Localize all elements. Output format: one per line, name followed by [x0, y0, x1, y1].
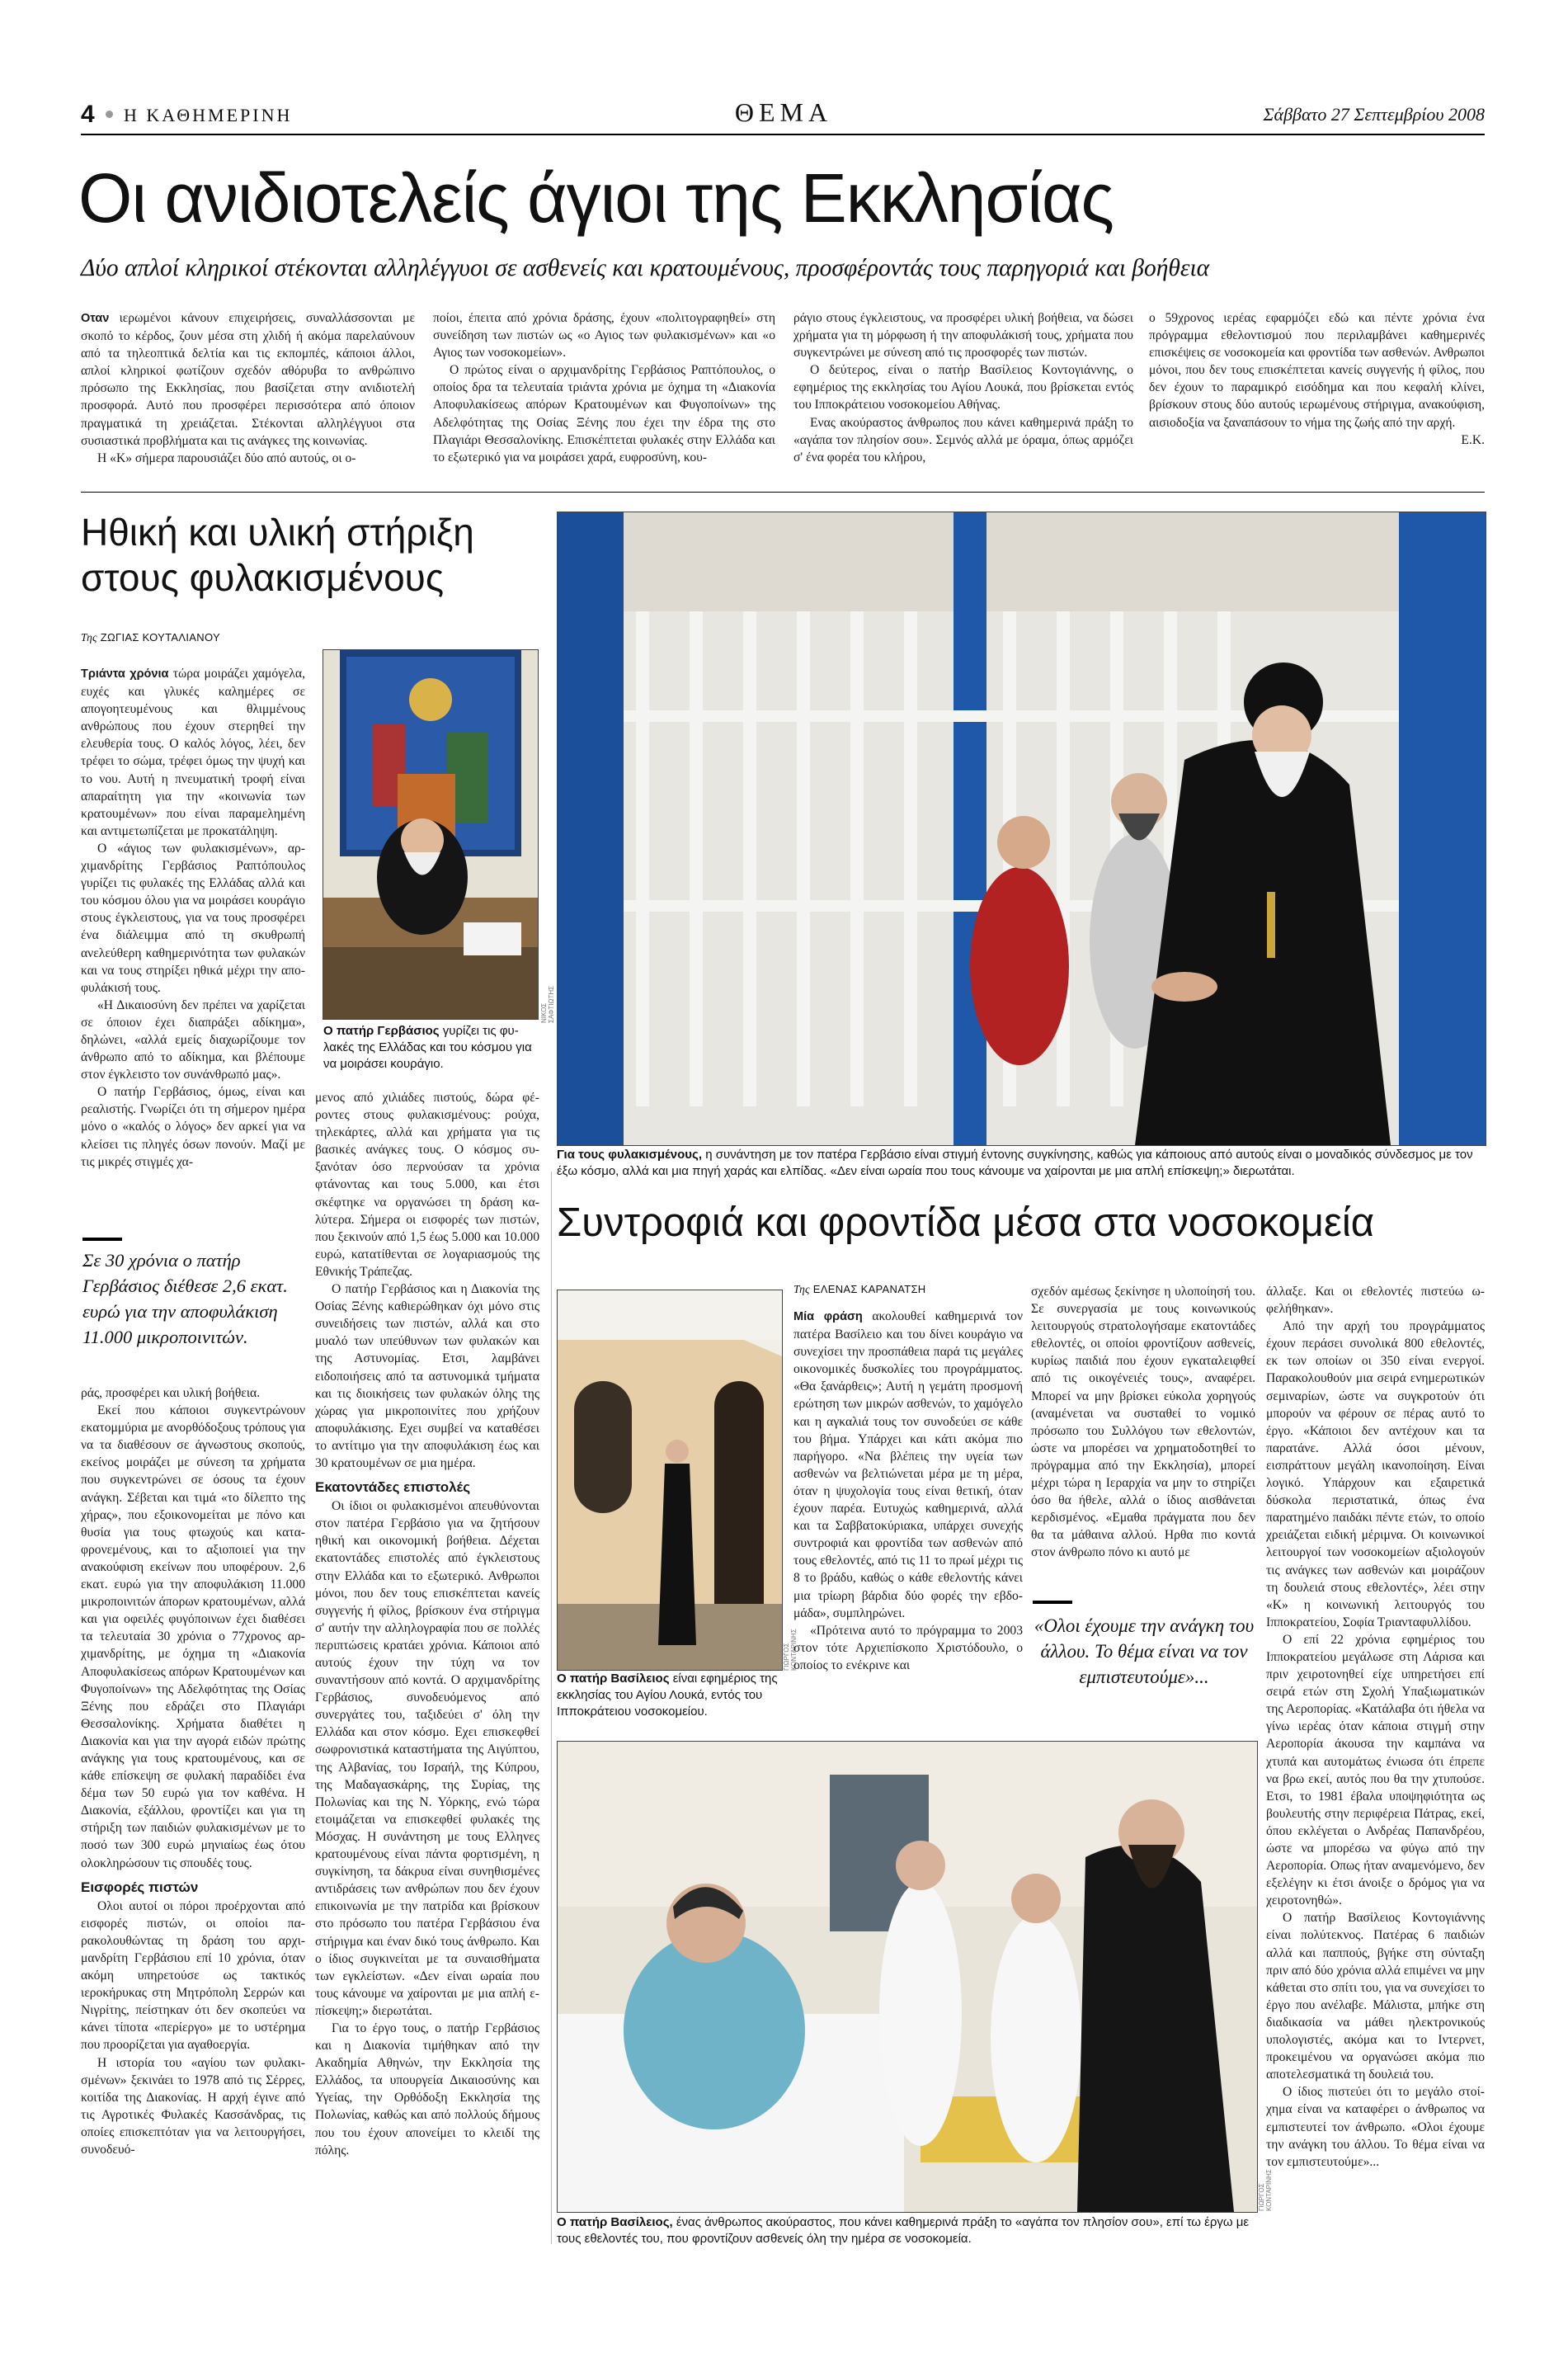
photo-credit: ΓΙΩΡΓΟΣ ΚΟΝΤΑΡΙΝΗΣ — [1258, 2169, 1273, 2211]
intro-lead: Οταν — [81, 312, 110, 325]
byline-prefix: Της — [793, 1283, 810, 1295]
photo-priest-with-patient-and-nurses — [558, 1742, 1257, 2212]
article-text: Από την αρχή του προγράμματος έχουν περάσει συνολικά 800 εθελοντές, εκ των οποίων οι 350 είναι ενεργοί. Παρακολουθούν μια σειρά ενημερωτικών σεμιναρίων, ώστε να συγκροτούν ότι μπορούν να φέρουν σε πέρας αυτό το έργο. «Κάποιοι δεν αντέχουν και τα παρατάνε. Αλλά όσοι μένουν, εισπράττουν μεγάλη ικανοποίηση. Είναι λογικό. Υπάρχουν και εξαιρετικά δύσκολα περιστατικά, όπως ένα παρατημένο παιδάκι πέντε ετών, το οποίο χρειάζεται ειδική μέριμνα. Οι κοινωνικοί λειτουργοί των νοσοκομείων αξιολογούν τις ανάγκες των ασθενών και μοιράζουν τη δουλειά στους εθελοντές», λέει στην «Κ» η κοινωνική λειτουργός του Ιπποκρατείου, Σοφία Τριανταφυλλίδου. — [1266, 1319, 1485, 1629]
caption-text: ένας άνθρωπος ακούραστος, που κάνει καθημερινά πράξη το «αγάπα τον πλησίον σου», επί τω έργω με τους εθελοντές του, που φροντίζουν ασθενείς όλη την ημέρα σε νοσοκομεία. — [557, 2215, 1250, 2246]
article-text: Για το έργο τους, ο πατήρ Γερβάσιος και η Διακονία τιμήθηκαν από την Ακαδημία Αθηνών, την Εκκλησία της Ελλάδος, τα υπουργεία Δικαιοσύνης και Υγείας, την Ορθόδοξη Εκκλησία της Πολωνίας, καθώς και από πολλούς δήμους που του έχουν απονείμει το κλειδί της πόλης. — [315, 2021, 539, 2157]
photo-ward-caption — [557, 2214, 1258, 2247]
article-text: τώρα μοιράζει χαμόγελα, ευχές και γλυκές καλημέρες σε απογοητευμένους και θλιμμένους ανθρώπους που έχουν στερηθεί την ελευθερία τους. Ο καλός λόγος, λέει, δεν τρέφει το σώμα, τρέφει όμως την ψυχή και το νου. Αυτή η πνευματική τροφή είναι απαραίτητη για την «κοινωνία των κρατουμένων» που είναι παραμελημένη και αντιμετωπίζεται με προκατάληψη. — [81, 667, 305, 838]
article1-lead: Τριάντα χρόνια — [81, 667, 169, 681]
intro-text: Ο πρώτος είναι ο αρχιμανδρίτης Γερβάσιος Ραπτόπουλος, ο οποίος δρα τα τελευταία τριάντα χρόνια με όχημα τη «Διακονία Αποφυλακίσεως απόρων Κρατουμένων και Φυγοποίνων» της Αδελφότητας της Οσίας Ξένης που έχει την έδρα της στο Πλαγιάρι Θεσσαλονίκης. Επισκέπτεται φυλακές στην Ελλάδα και το εξωτερικό για να μοιράσει χαρά, ευφροσύνη, κου- — [433, 363, 775, 464]
intro-text: ιερωμένοι κάνουν επιχειρήσεις, συναλλάσσονται με σκοπό το κέρδος, ζουν μέσα στη χλιδή ή ακόμα παρελαύνουν από τα τηλεοπτικά δελτία και τις εκπομπές, κάποιοι άλλοι, απλοί κληρικοί φωτίζουν σχεδόν αθόρυβα το ανθρώπινο πρόσωπο της Εκκλησίας, που βασίζεται στην ανιδιοτελή προσφορά. Αυτό που προσφέρει περισσότερα από όποιον πραγματικά τη χρειάζεται. Στέκονται αλληλέγγυοι στα συσιαστικά προβλήματα και τις ανάγκες της κοινωνίας. — [81, 311, 415, 448]
byline-name: ΕΛΕΝΑΣ ΚΑΡΑΝΑΤΣΗ — [812, 1283, 926, 1295]
caption-bold: Ο πατήρ Γερβάσιος — [323, 1024, 440, 1038]
article2-lead: Μία φράση — [793, 1310, 863, 1323]
intro-column-1 — [81, 309, 415, 479]
intro-column-3 — [793, 309, 1133, 479]
caption-text: η συνάντηση με τον πατέρα Γερβάσιο είναι στιγμή έντονης συγκίνησης, καθώς για κάποιους από αυτούς είναι ο μοναδικός σύνδεσμος με τον έξω κόσμο, αλλά και μια πηγή χαράς και ελπίδας. «Δεν είναι ωραία που τους κάνουμε να χαίρονται με μια απλή επίσκεψη;» διερωτάται. — [557, 1148, 1473, 1178]
article2-pullquote: «Ολοι έχουμε την ανάγκη του άλλου. Το θέμα είναι να τον εμπιστευτούμε»... — [1034, 1615, 1255, 1687]
photo-credit: ΝΙΚΟΣ ΣΑΦΤΙΩΤΗΣ — [540, 985, 555, 1023]
photo-small-caption — [323, 1023, 539, 1073]
article1-byline — [81, 631, 328, 644]
page-header — [81, 97, 1485, 135]
byline-prefix: Της — [81, 631, 97, 644]
article-text: ακολουθεί καθημερινά τον πατέρα Βασίλειο και του δίνει κουράγιο να συνεχίσει την προσπάθεια παρά τις μεγάλες οικονομικές δυσκολίες του προγράμματος. «Θα ξανάρθεις»; Αυτή η γεμάτη προσμονή ερώτηση των μικρών ασθενών, το χαμόγελο και η αγκαλιά τους τον συνοδεύει σε κάθε του βήμα. Υπάρχει και κάτι ακόμα πιο παρήγορο. «Να βλέπεις την υγεία των ασθενών να βελτιώνεται μέρα με τη μέρα, όταν η ψυχολογία τους είναι θετική, όταν έχουν παρέα. Ευτυχώς καθημερινά, αλλά και τα Σαββατοκύριακα, υπάρχει συνεχής συντροφιά και φροντίδα των ασθενών από τους εθελοντές, από τις 11 το πρωί μέχρι τις 8 το βράδυ, καθώς ο κάθε εθελοντής κάνει μια τρίωρη βάρδια δύο φορές την εβδομάδα», συμπληρώνει. — [793, 1309, 1023, 1620]
column-separator — [551, 1172, 552, 2244]
article-text: Ολοι αυτοί οι πόροι προέρχονται από εισφορές πιστών, οι οποίοι παρακολουθώντας τη δράση του αρχιμανδρίτη Γερβάσιου επί 10 χρόνια, όταν ακόμη υπηρετούσε ως τακτικός ιεροκήρυκας στη Μητρόπολη Σερρών και Νιγρίτης, πείστηκαν ότι δεν σκοπεύει να κάνει τίποτα «περίεργο» με το υστέρημα που προορίζεται για αγαθοεργία. — [81, 1898, 305, 2053]
headline-line: Ηθική και υλική στήριξη — [81, 511, 474, 554]
article2-column-2 — [1031, 1283, 1255, 1572]
article-text: Ο πατήρ Γερβάσιος και η Διακονία της Οσίας Ξένης καθιερώθηκαν όχι μόνο στις συνειδήσεις των πιστών, αλλά και στο μυαλό των υπεύθυνων των φυλακών και της Αστυνομίας. Ετσι, λαμβάνει ειδοποιήσεις από τα αστυνομικά τμήματα και τις διοικήσεις των φυλακών όλης της χώρας για μικροποινίτες που χρήζουν αποφυλάκισης. Εχει συμβεί να καταθέσει το αντίτιμο για την αποφυλάκιση έως και 30 κρατουμένων σε μια ημέρα. — [315, 1282, 539, 1470]
intro-text: ποίοι, έπειτα από χρόνια δράσης, έχουν «πολιτογραφηθεί» στη συνείδηση των πιστών ως «ο Αγιος των φυλακισμένων» και «ο Αγιος των νοσοκομείων». — [433, 311, 775, 361]
issue-date: Σάββατο 27 Σεπτεμβρίου 2008 — [1263, 104, 1485, 125]
article1-column-2 — [315, 1089, 539, 2247]
intro-text: Η «Κ» σήμερα παρουσιάζει δύο από αυτούς, οι ο- — [97, 450, 356, 465]
article-text: Ο πατήρ Βασίλειος Κοντογιάννης είναι πολύτεκνος. Πατέρας 6 παιδιών αλλά και παππούς, βγήκε στη σύνταξη πριν από δύο χρόνια αλλά επιμένει να μην κάθεται στο σπίτι του, για να συνεχίσει το έργο που ανέλαβε. Μάλιστα, μπήκε στη διαδικασία να μάθει ηλεκτρονικούς υπολογιστές, ακόμα και το Ιντερνετ, προκειμένου να οργανώσει ακόμα πιο αποτελεσματικά τη δουλειά του. — [1266, 1911, 1485, 2082]
article-text: Οι ίδιοι οι φυλακισμένοι απευθύνονται στον πατέρα Γερβάσιο για να ζητήσουν ηθική και οικονομική βοήθεια. Δέχεται εκατοντάδες επιστολές από έγκλειστους στην Ελλάδα και το εξωτερικό. Ανθρωποι μόνοι, που δεν τους επισκέπτεται κανείς συγγενής ή φίλος, βρίσκουν ένα στήριγμα σ' αυτήν την αλληλογραφία που σε πολλές περιπτώσεις κρατάει χρόνια. Κάποιοι από αυτούς έχουν την τύχη να τον συναντήσουν από κοντά. Ο αρχιμανδρίτης Γερβάσιος, συνοδευόμενος από συνεργάτες του, ταξιδεύει σ' όλη την Ελλάδα και στον κόσμο. Εχει επισκεφθεί σωφρονιστικά καταστήματα της Αιγύπτου, της Αλβανίας, του Ισραήλ, της Κύπρου, της Μαδαγασκάρης, της Συρίας, της Πολωνίας και της Ν. Υόρκης, ενώ τώρα ετοιμάζεται να επισκεφθεί φυλακές της Μόσχας. Η συνάντηση με τους Ελληνες κρατουμένους είναι πάντα φορτισμένη, η συγκίνηση, τα δάκρυα είναι συνηθισμένες αντιδράσεις των ανθρώπων που δεν έχουν επικοινωνία με την πατρίδα και βρίσκουν στο πρόσωπο του πατέρα Γερβάσιου ένα στήριγμα και έναν δικό τους άνθρωπο. Και ο ίδιος συγκινείται με τα συναισθήματα των εγκλείστων. «Δεν είναι ωραία που τους κάνουμε να χαίρονται με μια απλή επίσκεψη;» διερωτάται. — [315, 1499, 539, 2018]
bullet-icon — [106, 111, 113, 118]
photo-church-caption — [557, 1671, 788, 1720]
photo-credit: ΓΙΩΡΓΟΣ ΚΟΝΤΑΡΙΝΗΣ — [783, 1629, 798, 1671]
article1-subhead: Εισφορές πιστών — [81, 1879, 199, 1895]
article1-pullquote-rule — [82, 1238, 122, 1241]
photo-church — [557, 1290, 783, 1671]
byline-name: ΖΩΓΙΑΣ ΚΟΥΤΑΛΙΑΝΟΥ — [100, 631, 220, 644]
article1-column-1b — [81, 1384, 305, 2247]
intro-rule — [81, 492, 1485, 493]
article-text: άλλαξε. Και οι εθελοντές πιστεύω ωφελήθηκαν». — [1266, 1285, 1485, 1317]
article1-column-1-text — [81, 665, 305, 1317]
intro-text: ο 59χρονος ιερέας εφαρμόζει εδώ και πέντε χρόνια ένα πρόγραμμα εθελοντισμού που περιλαμβάνει καθημερινές επισκέψεις σε νοσοκομεία και φροντίδα των ασθενών. Ανθρωποι μόνοι, που δεν τους επισκέπτεται κανείς συγγενής ή φίλος, που δεν έχουν το παραμικρό εισόδημα και που κεφαλή κλίνει, βρίσκουν στους δύο αυτούς ιερωμένους στήριγμα, ανακούφιση, αισιοδοξία να ξαναπάσουν το νήμα της ζωής από την αρχή. — [1149, 311, 1485, 430]
caption-bold: Για τους φυλακισμένους, — [557, 1148, 703, 1162]
caption-bold: Ο πατήρ Βασίλειος — [557, 1672, 670, 1686]
intro-text: Ενας ακούραστος άνθρωπος που κάνει καθημερινά πράξη το «αγάπα τον πλησίον σου». Σεμνός αλλά με όραμα, όπως αρμόζει σ' ένα φορέα του κλήρου, — [793, 415, 1133, 464]
section-title: ΘΕΜΑ — [734, 97, 833, 127]
intro-column-4 — [1149, 309, 1485, 479]
caption-text: γυρίζει τις φυλακές της Ελλάδας και του κόσμου για να μοιράσει κουράγιο. — [323, 1024, 532, 1071]
article-text: Ο πατήρ Γερβάσιος, όμως, είναι και ρεαλιστής. Γνωρίζει ότι τη σήμερον ημέρα μόνο ο «καλός ο λόγος» δεν αρκεί για να κλείσει τις πληγές όσων πονούν. Μαζί με τις μικρές στιγμές χα- — [81, 1085, 305, 1169]
article-text: Η ιστορία του «αγίου των φυλακισμένων» ξεκινάει το 1978 από τις Σέρρες, κοιτίδα της Διακονίας. Η αρχή έγινε από τις Αγροτικές Φυλακές Κασσάνδρας, τις οποίες επισκεπτόταν για να λειτουργήσει, συνοδευό- — [81, 2055, 305, 2157]
photo-gervasios-office — [323, 649, 539, 1020]
main-headline: Οι ανιδιοτελείς άγιοι της Εκκλησίας — [78, 159, 1114, 237]
intro-text: ράγιο στους έγκλειστους, να προσφέρει υλική βοήθεια, να δώσει χρήματα για τη μόρφωση ή την αποφυλάκισή τους, χρήματα που συγκεντρώνει με σύνεση από τις προσφορές των πιστών. — [793, 311, 1133, 361]
photo-prison-visit — [557, 512, 1486, 1146]
article-text: Ο επί 22 χρόνια εφημέριος του Ιπποκρατείου μεγάλωσε στη Λάρισα και πριν χειροτονηθεί είχε υπηρετήσει επί σειρά ετών στη Σχολή Υπαξιωματικών της Αεροπορίας. «Κατάλαβα ότι ήθελα να γίνω ιερέας όταν κάποια στιγμή στην Αεροπορία άκουσα την καμπάνα να χτυπά και αυτομάτως ένιωσα ότι έπρεπε να βρω εκεί, αυτός που θα την χτυπούσε. Ετσι, το 1981 έβαλα υποψηφιότητα ως βουλευτής στην περιφέρεια Πάτρας, εκεί, όπου εκλέγεται ο Ανδρέας Παπανδρέου, ώστε να μπορέσω να φύγω από την Αεροπορία. Οπως ήταν αναμενόμενο, δεν εξελέγην κι έτσι άνοιξε ο δρόμος για να χειροτονηθώ». — [1266, 1632, 1485, 1908]
article1-subhead: Εκατοντάδες επιστολές — [315, 1479, 471, 1496]
header-rule — [81, 134, 1485, 135]
article-text: σχεδόν αμέσως ξεκίνησε η υλοποίησή του. Σε συνεργασία με τους κοινωνικούς λειτουργούς στρατολογήσαμε εκατοντάδες εθελοντές, οι οποίοι φροντίζουν ασθενείς, κυρίως παιδιά που έχουν εγκαταλειφθεί από τις οικογένειές τους», αναφέρει. Μπορεί να μην βρίσκει εύκολα χορηγούς (αναμένεται να συσταθεί το νομικό πρόσωπο του Συλλόγου των εθελοντών, ώστε να μπορέσει να χρηματοδοτηθεί το πρόγραμμα από την Εκκλησία), μπορεί μέχρι τώρα η Ιεραρχία να μην το στηρίζει όσο θα ήθελε, αλλά ο ίδιος αισθάνεται κερδισμένος. «Εμαθα πράγματα που δεν θα τα μάθαινα αλλού. Ηρθα πιο κοντά στον άνθρωπο πόνο κι αυτό με — [1031, 1285, 1255, 1560]
headline-line: στους φυλακισμένους — [81, 556, 445, 599]
article2-byline — [793, 1283, 1041, 1296]
article2-pullquote-rule — [1033, 1601, 1072, 1604]
article-text: Ο «άγιος των φυλακισμένων», αρχιμανδρίτης Γερβάσιος Ραπτόπουλος γυρίζει τις φυλακές της Ελλάδας αλλά και του κόσμου όλου για να μοιράσει κουράγιο στους έγκλειστους, για να τους προσφέρει ένα διάλειμμα από τη σκυθρωπή ανελεύθερη καθημερινότητα των φυλακών και να τους στηρίξει ηθικά μέχρι την αποφυλάκισή τους. — [81, 841, 305, 995]
photo-priest-at-church — [558, 1290, 782, 1670]
article-text: «Η Δικαιοσύνη δεν πρέπει να χαρίζεται σε όποιον έχει διαπράξει αδίκημα», δηλώνει, «αλλά εμείς διαχωρίζουμε τον άνθρωπο από το αδίκημα, και βλέπουμε στον έγκλειστο τον συνάνθρωπό μας». — [81, 997, 305, 1082]
intro-signature: Ε.Κ. — [1461, 432, 1485, 447]
article-text: μενος από χιλιάδες πιστούς, δώρα φέροντες στους φυλακισμένους: ρούχα, τηλεκάρτες, αλλά και χρήματα για τις βασικές ανάγκες τους. Ο κόσμος συξανόταν όσο περνούσαν τα χρόνια φτάνοντας και τους 5.000, και έτσι σκέφτηκε να οργανώσει τη δράση καλύτερα. Σήμερα οι εισφορές των πιστών, που ξεκινούν από 1,5 έως 5.000 και 10.000 ευρώ, κατατίθενται σε λογαριασμούς της Εθνικής Τράπεζας. — [315, 1091, 539, 1279]
intro-text: Ο δεύτερος, είναι ο πατήρ Βασίλειος Κοντογιάννης, ο εφημέριος της εκκλησίας του Αγίου Λουκά, που βρίσκεται εντός του Ιπποκράτειου νοσοκομείου Αθήνας. — [793, 363, 1133, 413]
article1-pullquote: Σε 30 χρόνια ο πατήρ Γερβάσιος διέθεσε 2,6 εκατ. ευρώ για την αποφυλάκιση 11.000 μικροποινιτών. — [82, 1250, 288, 1347]
article1-headline — [81, 510, 543, 601]
intro-column-2 — [433, 309, 775, 479]
article-text: ράς, προσφέρει και υλική βοήθεια. — [81, 1386, 261, 1400]
article2-headline: Συντροφιά και φροντίδα μέσα στα νοσοκομεία — [557, 1200, 1375, 1245]
article-text: «Πρότεινα αυτό το πρόγραμμα το 2003 στον τότε Αρχιεπίσκοπο Χριστόδουλο, ο οποίος το ενέκρινε και — [793, 1623, 1023, 1672]
photo-hospital-ward — [557, 1741, 1258, 2213]
main-subheadline: Δύο απλοί κληρικοί στέκονται αλληλέγγυοι σε ασθενείς και κρατουμένους, προσφέροντάς τους παρηγοριά και βοήθεια — [81, 255, 1210, 281]
photo-priest-at-desk — [323, 650, 538, 1019]
photo-main-caption — [557, 1147, 1485, 1180]
article2-column-3 — [1266, 1283, 1485, 2247]
caption-text: είναι εφημέριος της εκκλησίας του Αγίου Λουκά, εντός του Ιπποκράτειου νοσοκομείου. — [557, 1672, 778, 1719]
page-number: 4 — [81, 101, 95, 128]
newspaper-name: Η ΚΑΘΗΜΕΡΙΝΗ — [124, 105, 293, 125]
photo-priest-shaking-hands-through-bars — [558, 512, 1486, 1145]
caption-bold: Ο πατήρ Βασίλειος, — [557, 2215, 673, 2229]
article-text: Εκεί που κάποιοι συγκεντρώνουν εκατομμύρια με ανορθόδοξους τρόπους για να τα διαθέσουν σε άγνωστους σκοπούς, εκείνος μοιράζει με σύνεση τα χρήματα που συγκεντρώνει σε όσους τα έχουν ανάγκη. Σέβεται και τιμά «το δίλεπτο της χήρας», που εξοικονομείται με πόνο και θυσία για τους φτωχούς και καταφρονεμένους, και το αξιοποιεί για την ανακούφιση εκείνων που υποφέρουν. 2,6 εκατ. ευρώ για την αποφυλάκιση 11.000 μικροποινιτών άπορων κρατουμένων, αλλά και για οφειλές φυγόποινων έχει διαθέσει τα τελευταία 30 χρόνια ο 77χρονος αρχιμανδρίτης, με όχημα τη «Διακονία Αποφυλακίσεως απόρων Κρατουμένων και Φυγοποίνων» της Αδελφότητας της Οσίας Ξένης που εδράζει στο Πλαγιάρι Θεσσαλονίκης. Χρήματα διαθέτει η Διακονία και για την αγορά ειδών πρώτης ανάγκης για τους κρατουμένους, και σε κάθε επίσκεψη σε φυλακή παραδίδει ένα δέμα των 50 ευρώ για τον καθένα. Η Διακονία, εξάλλου, φροντίζει και για τη στήριξη των παιδιών φυλακισμένων με το ποσό των 300 ευρώ μηνιαίως έως ότου ολοκληρώσουν τις σπουδές τους. — [81, 1403, 305, 1870]
article2-column-1 — [793, 1308, 1023, 1728]
article-text: Ο ίδιος πιστεύει ότι το μεγάλο στοίχημα είναι να καταφέρει ο άνθρωπος να εμπιστευτεί τον άνθρωπο. «Ολοι έχουμε την ανάγκη του άλλου. Το θέμα είναι να τον εμπιστευτούμε»... — [1266, 2085, 1485, 2169]
